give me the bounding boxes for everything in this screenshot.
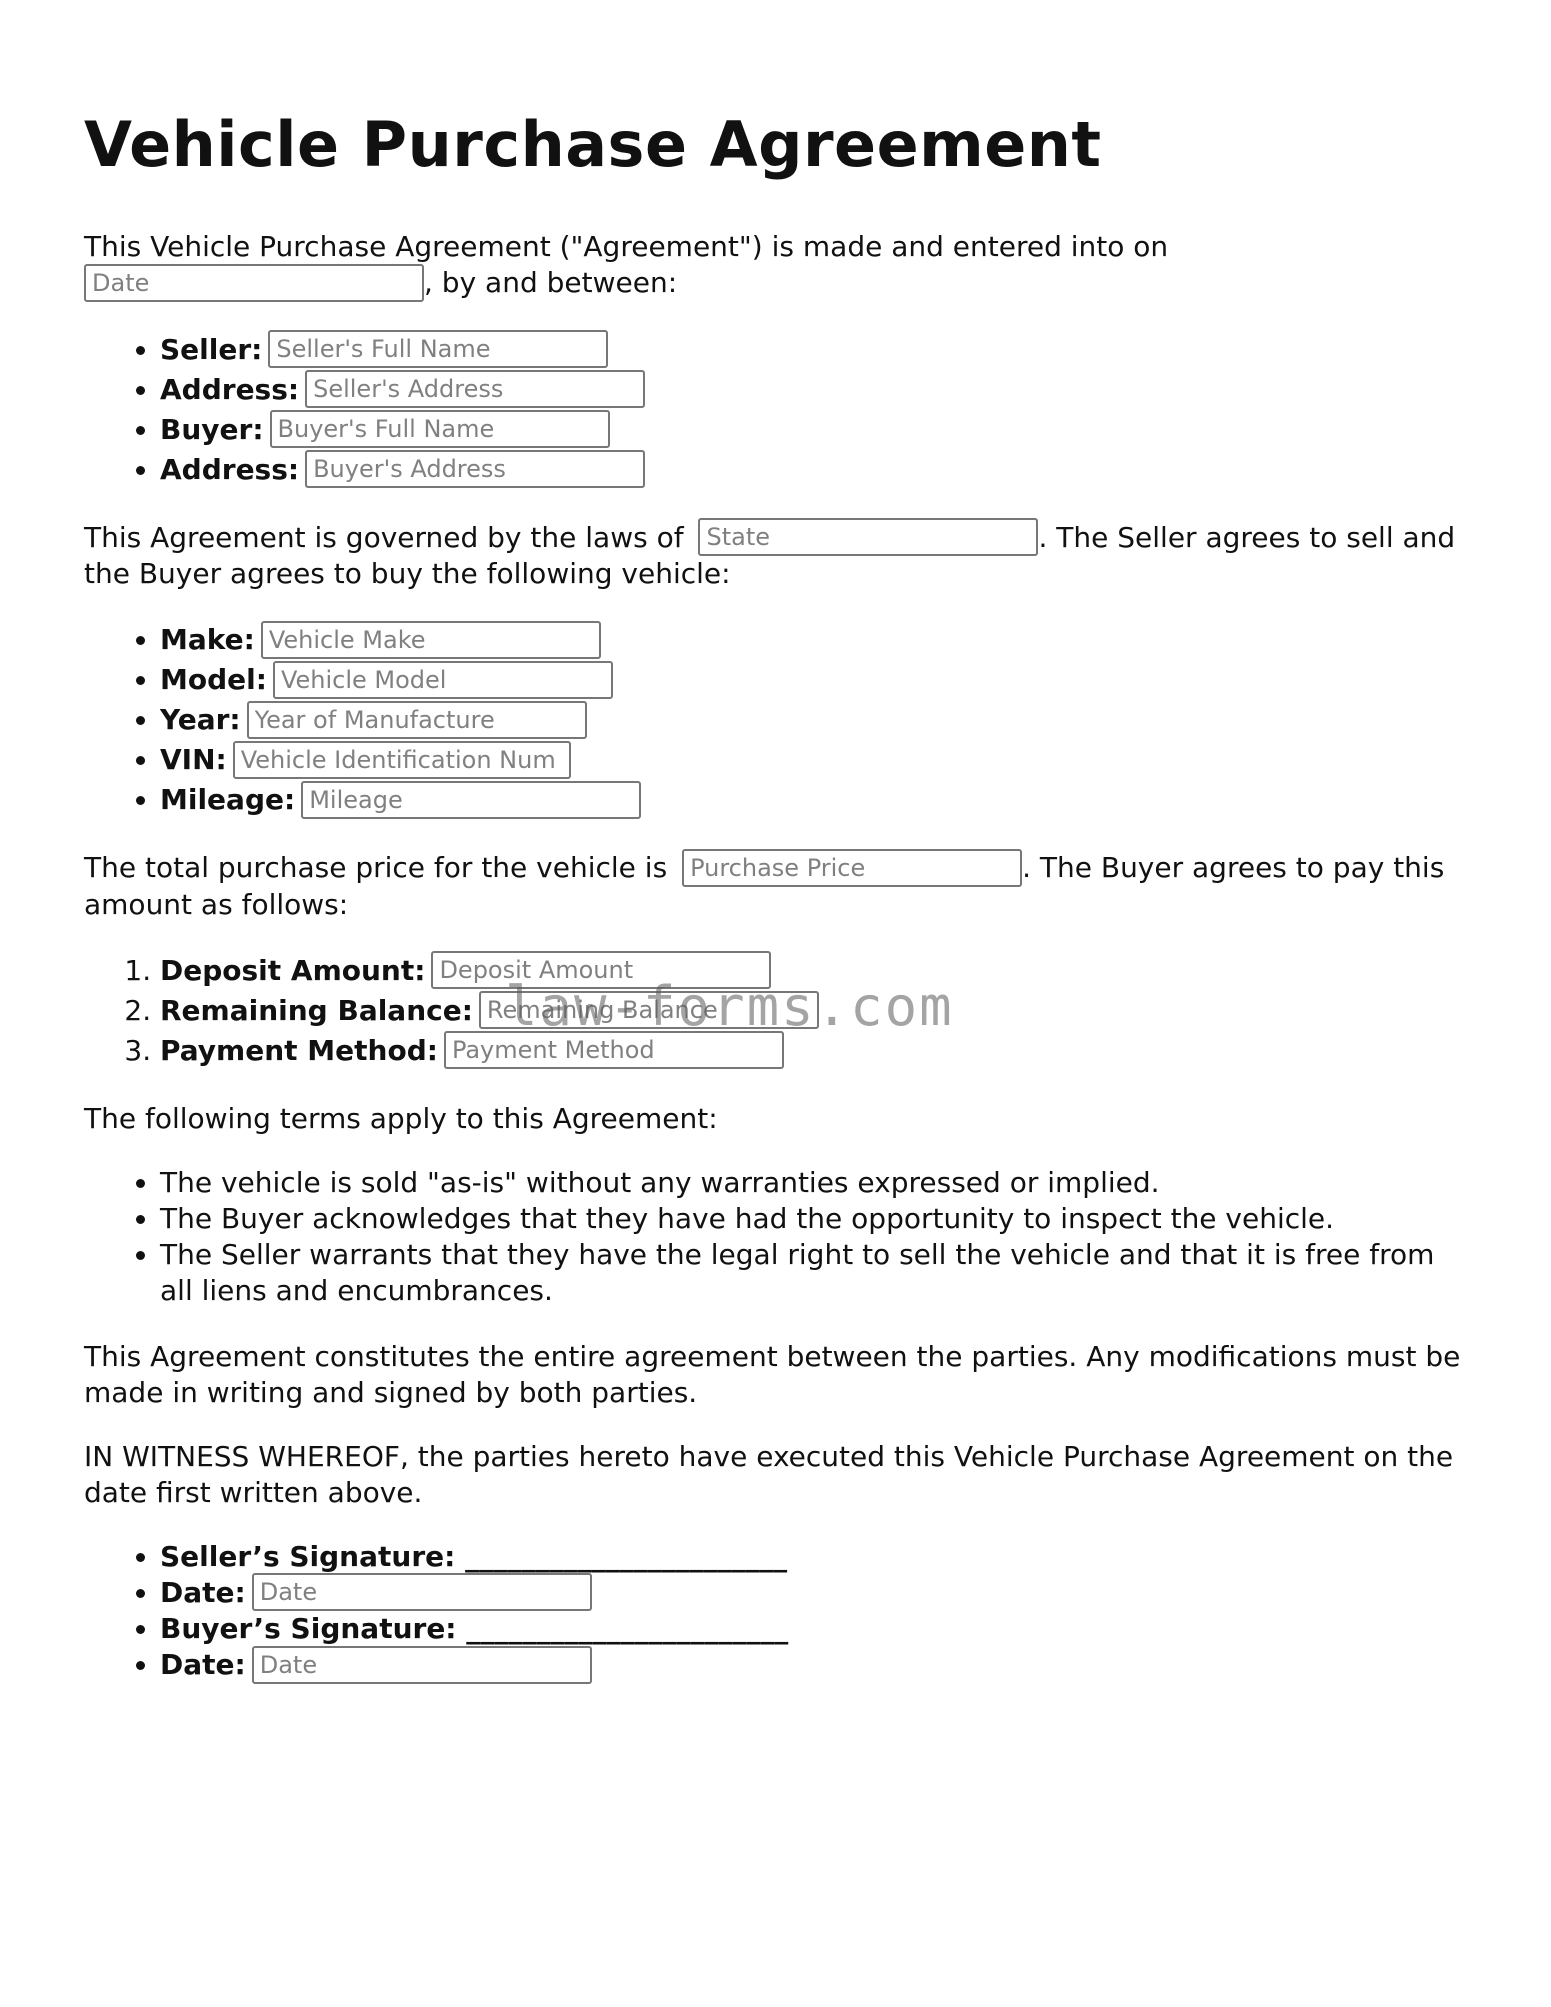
governing-paragraph — [84, 520, 1464, 593]
list-item — [160, 780, 1464, 820]
list-item — [160, 410, 1464, 450]
seller-label: Seller: — [160, 332, 263, 366]
deposit-amount-input[interactable] — [431, 951, 771, 989]
price-text: The total purchase price for the vehicle is — [84, 851, 668, 884]
make-label: Make: — [160, 623, 255, 656]
vehicle-year-input[interactable] — [247, 701, 587, 739]
intro-text-after: , by and between: — [424, 266, 678, 299]
year-label: Year: — [160, 703, 241, 736]
list-item — [160, 700, 1464, 740]
payment-method-label: Payment Method: — [160, 1033, 438, 1067]
witness-paragraph: IN WITNESS WHEREOF, the parties hereto have executed this Vehicle Purchase Agreement on the date first written above. — [84, 1439, 1454, 1509]
signature-list — [84, 1539, 1464, 1684]
buyer-signature-line: Buyer’s Signature: _______________________ — [160, 1612, 789, 1645]
list-item — [160, 330, 1464, 370]
buyer-label: Buyer: — [160, 412, 264, 446]
list-item — [160, 951, 1464, 991]
payment-list — [84, 951, 1464, 1071]
payment-method-input[interactable] — [444, 1031, 784, 1069]
mileage-label: Mileage: — [160, 783, 296, 816]
intro-paragraph — [84, 229, 1464, 302]
document-page — [84, 105, 1464, 1714]
terms-list — [84, 1165, 1464, 1309]
seller-date-input[interactable] — [252, 1573, 592, 1611]
seller-date-label: Date: — [160, 1575, 246, 1609]
vehicle-model-input[interactable] — [273, 661, 613, 699]
terms-intro: The following terms apply to this Agreement: — [84, 1101, 718, 1135]
list-item — [160, 740, 1464, 780]
governing-text-after: . The Seller agrees to sell and the Buyer agrees to buy the following vehicle: — [84, 520, 1456, 590]
list-item — [160, 370, 1464, 410]
state-input[interactable] — [698, 518, 1038, 556]
list-item — [160, 450, 1464, 490]
list-item — [160, 1539, 1464, 1575]
seller-address-input[interactable] — [305, 370, 645, 408]
list-item: • The vehicle is sold "as-is" without any warranties expressed or implied. — [160, 1165, 1464, 1201]
buyer-name-input[interactable] — [270, 410, 610, 448]
buyer-date-input[interactable] — [252, 1646, 592, 1684]
vehicle-vin-input[interactable] — [233, 741, 571, 779]
seller-signature-line: Seller’s Signature: _______________________ — [160, 1539, 788, 1573]
watermark: law-forms.com — [505, 975, 954, 1038]
buyer-address-label: Address: — [160, 452, 300, 486]
vehicle-list — [84, 620, 1464, 820]
remaining-balance-input[interactable] — [479, 991, 819, 1029]
balance-label: Remaining Balance: — [160, 993, 473, 1027]
list-item — [160, 1575, 1464, 1612]
seller-address-label: Address: — [160, 372, 300, 406]
list-item: • The Buyer acknowledges that they have had the opportunity to inspect the vehicle. — [160, 1201, 1464, 1237]
list-item — [160, 991, 1464, 1031]
list-item — [160, 1611, 1464, 1647]
governing-text: This Agreement is governed by the laws of — [84, 520, 684, 554]
purchase-price-input[interactable] — [682, 849, 1022, 887]
model-label: Model: — [160, 663, 267, 696]
vehicle-make-input[interactable] — [261, 621, 601, 659]
vin-label: VIN: — [160, 743, 227, 776]
document-title: Vehicle Purchase Agreement — [84, 108, 1102, 181]
list-item — [160, 1031, 1464, 1071]
list-item: • The Seller warrants that they have the legal right to sell the vehicle and that it is free from all liens and encumbrances. — [160, 1237, 1464, 1309]
vehicle-mileage-input[interactable] — [301, 781, 641, 819]
price-text-after: . The Buyer agrees to pay this amount as follows: — [84, 851, 1445, 921]
parties-list — [84, 330, 1464, 490]
seller-name-input[interactable] — [268, 330, 608, 368]
entire-agreement-paragraph: This Agreement constitutes the entire agreement between the parties. Any modifications must be made in writing and signed by both parties. — [84, 1339, 1461, 1409]
agreement-date-input[interactable] — [84, 264, 424, 302]
list-item — [160, 660, 1464, 700]
buyer-address-input[interactable] — [305, 450, 645, 488]
buyer-date-label: Date: — [160, 1648, 246, 1681]
price-paragraph — [84, 850, 1464, 923]
list-item — [160, 620, 1464, 660]
list-item — [160, 1647, 1464, 1684]
deposit-label: Deposit Amount: — [160, 953, 426, 987]
intro-text: This Vehicle Purchase Agreement ("Agreement") is made and entered into on — [84, 230, 1169, 263]
